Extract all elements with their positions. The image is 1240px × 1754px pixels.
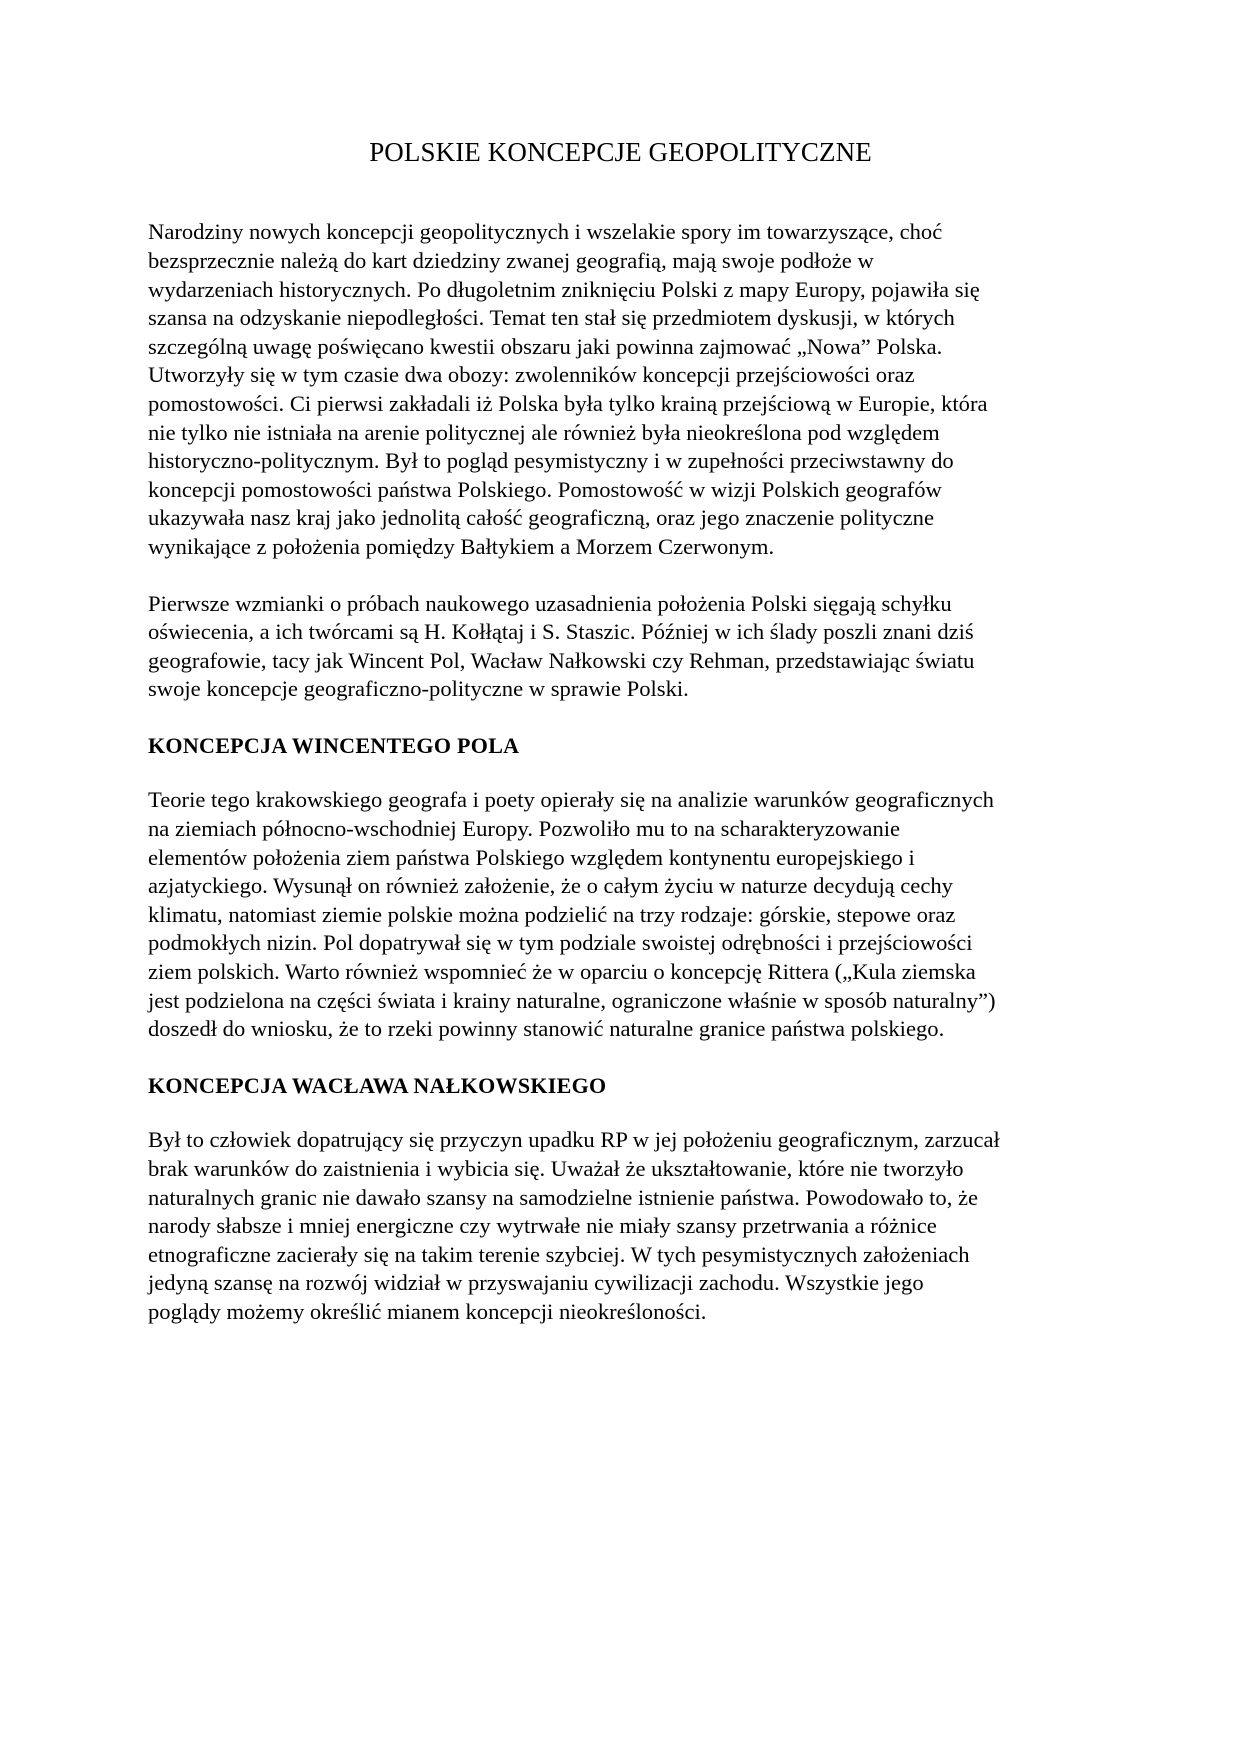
history-paragraph — [148, 590, 1093, 704]
text-line: wynikające z położenia pomiędzy Bałtykiem a Morzem Czerwonym. — [148, 533, 775, 559]
document-title: POLSKIE KONCEPCJE GEOPOLITYCZNE — [369, 137, 872, 167]
section-heading-pol: KONCEPCJA WINCENTEGO POLA — [148, 732, 520, 758]
text-line: oświecenia, a ich twórcami są H. Kołłątaj i S. Staszic. Później w ich ślady poszli znani dziś — [148, 619, 974, 645]
text-line: Teorie tego krakowskiego geografa i poety opierały się na analizie warunków geograficznych — [148, 787, 994, 813]
text-line: pomostowości. Ci pierwsi zakładali iż Polska była tylko krainą przejściową w Europie, która — [148, 390, 988, 416]
text-line: szczególną uwagę poświęcano kwestii obszaru jaki powinna zajmować „Nowa” Polska. — [148, 333, 943, 359]
text-line: Był to człowiek dopatrujący się przyczyn upadku RP w jej położeniu geograficznym, zarzucał — [148, 1127, 1000, 1153]
pol-paragraph — [148, 786, 1093, 1043]
text-line: historyczno-politycznym. Był to pogląd pesymistyczny i w zupełności przeciwstawny do — [148, 448, 954, 474]
text-line: szansa na odzyskanie niepodległości. Temat ten stał się przedmiotem dyskusji, w których — [148, 305, 955, 331]
text-line: azjatyckiego. Wysunął on również założenie, że o całym życiu w naturze decydują cechy — [148, 873, 953, 899]
text-line: elementów położenia ziem państwa Polskiego względem kontynentu europejskiego i — [148, 844, 915, 870]
text-line: koncepcji pomostowości państwa Polskiego. Pomostowość w wizji Polskich geografów — [148, 476, 942, 502]
text-line: podmokłych nizin. Pol dopatrywał się w tym podziale swoistej odrębności i przejściowości — [148, 930, 973, 956]
text-line: Narodziny nowych koncepcji geopolitycznych i wszelakie spory im towarzyszące, choć — [148, 219, 943, 245]
intro-paragraph — [148, 218, 1093, 561]
text-line: wydarzeniach historycznych. Po długoletnim zniknięciu Polski z mapy Europy, pojawiła się — [148, 276, 980, 302]
nalkowski-paragraph — [148, 1126, 1093, 1326]
text-line: poglądy możemy określić mianem koncepcji nieokreśloności. — [148, 1298, 707, 1324]
text-line: narody słabsze i mniej energiczne czy wytrwałe nie miały szansy przetrwania a różnice — [148, 1213, 937, 1239]
text-line: bezsprzecznie należą do kart dziedziny zwanej geografią, mają swoje podłoże w — [148, 247, 874, 273]
text-line: Pierwsze wzmianki o próbach naukowego uzasadnienia położenia Polski sięgają schyłku — [148, 590, 952, 616]
text-line: etnograficzne zacierały się na takim terenie szybciej. W tych pesymistycznych założeniach — [148, 1241, 970, 1267]
text-line: naturalnych granic nie dawało szansy na samodzielne istnienie państwa. Powodowało to, że — [148, 1184, 979, 1210]
text-line: swoje koncepcje geograficzno-polityczne w sprawie Polski. — [148, 676, 689, 702]
text-line: ziem polskich. Warto również wspomnieć że w oparciu o koncepcję Rittera („Kula ziemska — [148, 959, 976, 985]
text-line: na ziemiach północno-wschodniej Europy. Pozwoliło mu to na scharakteryzowanie — [148, 816, 901, 842]
text-line: geografowie, tacy jak Wincent Pol, Wacław Nałkowski czy Rehman, przedstawiając światu — [148, 647, 975, 673]
section-heading-nalkowski: KONCEPCJA WACŁAWA NAŁKOWSKIEGO — [148, 1072, 607, 1098]
text-line: brak warunków do zaistnienia i wybicia się. Uważał że ukształtowanie, które nie tworzyło — [148, 1156, 964, 1182]
text-line: doszedł do wniosku, że to rzeki powinny stanowić naturalne granice państwa polskiego. — [148, 1016, 945, 1042]
text-line: nie tylko nie istniała na arenie politycznej ale również była nieokreślona pod względem — [148, 419, 940, 445]
text-line: Utworzyły się w tym czasie dwa obozy: zwolenników koncepcji przejściowości oraz — [148, 362, 915, 388]
text-line: jest podzielona na części świata i krainy naturalne, ograniczone właśnie w sposób naturalny”) — [148, 987, 996, 1013]
text-line: jedyną szansę na rozwój widział w przyswajaniu cywilizacji zachodu. Wszystkie jego — [148, 1270, 924, 1296]
text-line: klimatu, natomiast ziemie polskie można podzielić na trzy rodzaje: górskie, stepowe oraz — [148, 901, 956, 927]
document-body — [148, 136, 1093, 1355]
text-line: ukazywała nasz kraj jako jednolitą całość geograficzną, oraz jego znaczenie polityczne — [148, 505, 934, 531]
